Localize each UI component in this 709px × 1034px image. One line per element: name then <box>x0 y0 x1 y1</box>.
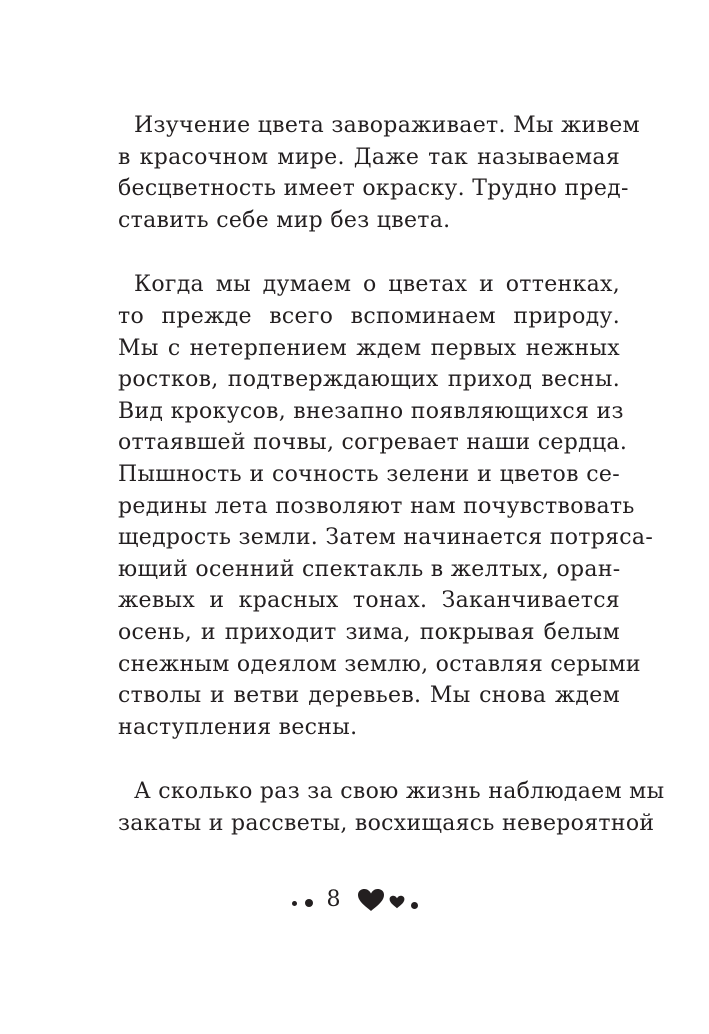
small-heart-icon <box>389 895 405 909</box>
paragraph <box>118 110 640 236</box>
text-line: бесцветность имеет окраску. Трудно пред- <box>118 176 629 202</box>
text-line: Вид крокусов, внезапно появляющихся из <box>118 398 624 424</box>
text-line: оттаявшей почвы, согревает наши сердца. <box>118 430 628 456</box>
text-line: жевых и красных тонах. Заканчивается <box>118 588 620 614</box>
text-line: редины лета позволяют нам почувствовать <box>118 493 635 519</box>
page-number: 8 <box>326 887 341 912</box>
text-line: стволы и ветви деревьев. Мы снова ждем <box>118 683 620 709</box>
text-line: ставить себе мир без цвета. <box>118 207 451 233</box>
text-line: Пышность и сочность зелени и цветов се- <box>118 461 620 487</box>
text-line: то прежде всего вспоминаем природу. <box>118 303 620 329</box>
text-line: закаты и рассветы, восхищаясь невероятной <box>118 810 655 836</box>
text-line: Мы с нетерпением ждем первых нежных <box>118 335 620 361</box>
text-line: ростков, подтверждающих приход весны. <box>118 367 620 393</box>
paragraph-gap <box>118 236 620 269</box>
body-text <box>118 110 665 839</box>
paragraph <box>118 269 654 743</box>
text-line: щедрость земли. Затем начинается потряса- <box>118 525 654 551</box>
text-line: в красочном мире. Даже так называемая <box>118 144 620 170</box>
dot-icon <box>411 902 418 909</box>
paragraph-gap <box>118 743 620 776</box>
text-line: Изучение цвета завораживает. Мы живем <box>134 113 640 138</box>
small-dot-icon <box>292 901 297 906</box>
text-line: наступления весны. <box>118 714 358 740</box>
paragraph <box>118 776 665 839</box>
text-line: снежным одеялом землю, оставляя серыми <box>118 651 641 677</box>
text-line: ющий осенний спектакль в желтых, оран- <box>118 556 621 582</box>
text-line: осень, и приходит зима, покрывая белым <box>118 619 620 645</box>
text-line: А сколько раз за свою жизнь наблюдаем мы <box>134 779 665 805</box>
page-footer <box>0 883 709 917</box>
dot-icon <box>305 899 313 907</box>
text-line: Когда мы думаем о цветах и оттенках, <box>134 272 620 298</box>
large-heart-icon <box>357 888 385 912</box>
